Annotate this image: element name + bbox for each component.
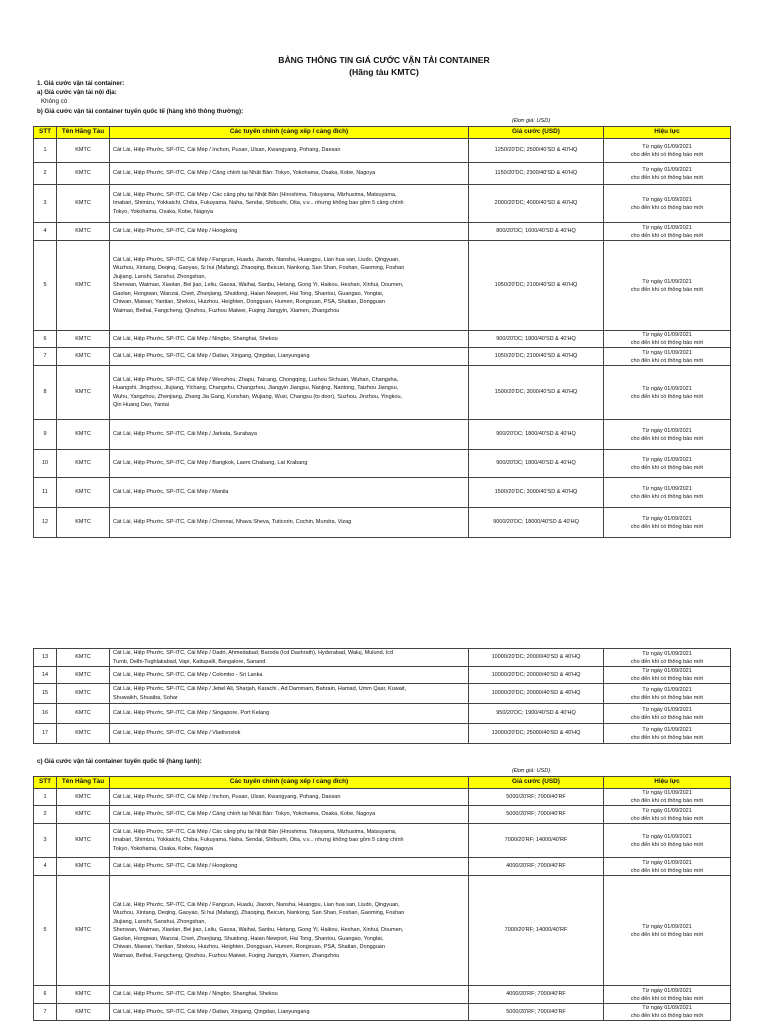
row-carrier: KMTC: [57, 649, 110, 667]
row-validity: Từ ngày 01/09/2021 cho đến khi có thông báo mới: [604, 508, 731, 538]
row-route: Cát Lái, Hiệp Phước, SP-ITC, Cái Mép / Các cảng phụ tại Nhật Bản (Hiroshima, Tokuyama, Mizhusima, Matsuyama, Imabari, Shimizu, Yokkaichi, Chiba, Fukuyama, Naha, Sendai, Shibushi, Oita, v.v... nhưng không bao gồm 5 cảng chính Tokyo, Yokohama, Osaka, Kobe, Nagoya: [110, 824, 469, 858]
row-stt: 7: [34, 1004, 57, 1021]
row-route: Cát Lái, Hiệp Phước, SP-ITC, Cái Mép / Singapore, Port Kelang: [110, 704, 469, 724]
row-stt: 1: [34, 789, 57, 806]
table-row: [34, 684, 731, 704]
table-row: [34, 163, 731, 185]
row-price: 5000/20'RF; 7000/40'RF: [469, 1004, 604, 1021]
row-stt: 7: [34, 348, 57, 366]
row-stt: 9: [34, 420, 57, 450]
header-route: Các tuyến chính (cảng xếp / cảng đích): [110, 777, 469, 789]
row-carrier: KMTC: [57, 789, 110, 806]
row-stt: 16: [34, 704, 57, 724]
table-row: [34, 986, 731, 1004]
table-row: [34, 241, 731, 331]
row-carrier: KMTC: [57, 704, 110, 724]
row-stt: 17: [34, 724, 57, 744]
row-validity: Từ ngày 01/09/2021 cho đến khi có thông báo mới: [604, 649, 731, 667]
row-validity: Từ ngày 01/09/2021 cho đến khi có thông báo mới: [604, 724, 731, 744]
row-route: Cát Lái, Hiệp Phước, SP-ITC, Cái Mép / Fangcun, Huadu, Jiaoxin, Nansha, Huangpu, Lian hua san, Liudo, Qingyuan, Wuzhou, Xintang, Deqing, Gaoyao, Si hui (Mafang), Zhaoqing, Beicun, Nankong, San Shan, Foshan, Gaoming, Foshan Jiujiang, Lanshi, Sanshui, Zhongshan, Shenwan, Waimao, Xiaolan, Bei jiao, Leliu, Gaosa, Waihai, Sanbu, Hetang, Gong Yi, Haikou, Heshan, Xinhui, Doumen, Gaolan, Hongwan, Wanzai, Civet, Zhanjiang, Shuidong, Haian Newport, Hai Tong, Shantou, Guangao, Yongtai, Chiwan, Mawan, Yantian, Shekou, Huizhou, Heighten, Dongguan, Humen, Rongxuan, PSA, Shatian, Dongguan Waimao, Beihai, Fangcheng, Qinzhou, Fuzhou Maiwei, Fuqing Jiangyin, Xiamen, Zhangzhou: [110, 876, 469, 986]
row-route: Cát Lái, Hiệp Phước, SP-ITC, Cái Mép / Bangkok, Laem Chabang, Lat Krabang: [110, 450, 469, 478]
unit-note-reefer: (Đơn giá: USD): [512, 768, 551, 774]
row-validity: Từ ngày 01/09/2021 cho đến khi có thông báo mới: [604, 684, 731, 704]
row-carrier: KMTC: [57, 331, 110, 348]
row-stt: 1: [34, 139, 57, 163]
row-stt: 13: [34, 649, 57, 667]
section-a-heading: a) Giá cước vận tải nội địa:: [37, 89, 117, 96]
row-validity: Từ ngày 01/09/2021 cho đến khi có thông báo mới: [604, 420, 731, 450]
row-validity: Từ ngày 01/09/2021 cho đến khi có thông báo mới: [604, 806, 731, 824]
row-stt: 3: [34, 185, 57, 223]
row-validity: Từ ngày 01/09/2021 cho đến khi có thông báo mới: [604, 1004, 731, 1021]
row-price: 800/20'DC; 1600/40'SD & 40'HQ: [469, 223, 604, 241]
table-row: [34, 649, 731, 667]
row-route: Cát Lái, Hiệp Phước, SP-ITC, Cái Mép / Các cảng phụ tại Nhật Bản (Hiroshima, Tokuyama, Mizhusima, Matsuyama, Imabari, Shimizu, Yokkaichi, Chiba, Fukuyama, Naha, Sendai, Shibushi, Oita, v.v... nhưng không bao gồm 5 cảng chính Tokyo, Yokohama, Osaka, Kobe, Nagoya: [110, 185, 469, 223]
table-row: [34, 1004, 731, 1021]
document-subtitle: (Hãng tàu KMTC): [349, 67, 419, 77]
table-header-row: [34, 777, 731, 789]
row-route: Cát Lái, Hiệp Phước, SP-ITC, Cái Mép / Manila: [110, 478, 469, 508]
header-price: Giá cước (USD): [469, 777, 604, 789]
table-row: [34, 806, 731, 824]
header-carrier: Tên Hãng Tàu: [57, 127, 110, 139]
table-row: [34, 420, 731, 450]
row-route: Cát Lái, Hiệp Phước, SP-ITC, Cái Mép / Cảng chính tại Nhật Bản: Tokyo, Yokohama, Osaka, Kobe, Nagoya: [110, 806, 469, 824]
row-stt: 11: [34, 478, 57, 508]
row-carrier: KMTC: [57, 876, 110, 986]
row-stt: 5: [34, 876, 57, 986]
section-b-heading: b) Giá cước vận tải container tuyến quốc tế (hàng khô thông thường):: [37, 108, 244, 115]
row-carrier: KMTC: [57, 139, 110, 163]
section-1-heading: 1. Giá cước vận tải container:: [37, 80, 125, 87]
row-stt: 2: [34, 806, 57, 824]
table-row: [34, 450, 731, 478]
section-a-value: Không có: [41, 98, 68, 105]
row-stt: 6: [34, 331, 57, 348]
row-stt: 8: [34, 366, 57, 420]
table-row: [34, 348, 731, 366]
row-validity: Từ ngày 01/09/2021 cho đến khi có thông báo mới: [604, 824, 731, 858]
row-price: 2000/20'DC; 4000/40'SD & 40'HQ: [469, 185, 604, 223]
row-validity: Từ ngày 01/09/2021 cho đến khi có thông báo mới: [604, 858, 731, 876]
table-row: [34, 139, 731, 163]
row-route: Cát Lái, Hiệp Phước, SP-ITC, Cái Mép / Hongkong: [110, 223, 469, 241]
table-row: [34, 223, 731, 241]
row-price: 900/20'DC; 1800/40'SD & 40'HQ: [469, 450, 604, 478]
row-price: 1500/20'DC; 3000/40'SD & 40'HQ: [469, 478, 604, 508]
row-stt: 12: [34, 508, 57, 538]
dry-rates-table: [33, 126, 731, 538]
row-price: 7000/20'RF; 14000/40'RF: [469, 824, 604, 858]
row-stt: 2: [34, 163, 57, 185]
row-validity: Từ ngày 01/09/2021 cho đến khi có thông báo mới: [604, 366, 731, 420]
row-route: Cát Lái, Hiệp Phước, SP-ITC, Cái Mép / Dadri, Ahmedabad, Baroda (Icd Dashrath), Hyderabad, Waluj, Mulund, Icd Tumb, Delhi-Tughlakabad, Vapi, Kattupalli, Bangalore, Sanand: [110, 649, 469, 667]
row-carrier: KMTC: [57, 163, 110, 185]
row-price: 9000/20'DC; 18000/40'SD & 40'HQ: [469, 508, 604, 538]
row-stt: 10: [34, 450, 57, 478]
row-stt: 4: [34, 223, 57, 241]
row-price: 7000/20'RF; 14000/40'RF: [469, 876, 604, 986]
row-price: 1500/20'DC; 3000/40'SD & 40'HQ: [469, 366, 604, 420]
row-price: 900/20'DC; 1800/40'SD & 40'HQ: [469, 331, 604, 348]
row-validity: Từ ngày 01/09/2021 cho đến khi có thông báo mới: [604, 986, 731, 1004]
row-price: 1250/20'DC; 2500/40'SD & 40'HQ: [469, 139, 604, 163]
section-c-heading: c) Giá cước vận tải container tuyến quốc tế (hàng lạnh):: [37, 758, 202, 765]
row-validity: Từ ngày 01/09/2021 cho đến khi có thông báo mới: [604, 163, 731, 185]
row-carrier: KMTC: [57, 348, 110, 366]
row-carrier: KMTC: [57, 858, 110, 876]
row-validity: Từ ngày 01/09/2021 cho đến khi có thông báo mới: [604, 789, 731, 806]
row-route: Cát Lái, Hiệp Phước, SP-ITC, Cái Mép / Inchon, Pusan, Ulsan, Kwangyang, Pohang, Daesan: [110, 789, 469, 806]
row-price: 1050/20'DC; 2100/40'SD & 40'HQ: [469, 348, 604, 366]
header-stt: STT: [34, 777, 57, 789]
row-route: Cát Lái, Hiệp Phước, SP-ITC, Cái Mép / Cảng chính tại Nhật Bản: Tokyo, Yokohama, Osaka, Kobe, Nagoya: [110, 163, 469, 185]
row-price: 1150/20'DC; 2300/40'SD & 40'HQ: [469, 163, 604, 185]
row-validity: Từ ngày 01/09/2021 cho đến khi có thông báo mới: [604, 185, 731, 223]
row-price: 1050/20'DC; 2100/40'SD & 40'HQ: [469, 241, 604, 331]
table-row: [34, 508, 731, 538]
row-carrier: KMTC: [57, 478, 110, 508]
table-row: [34, 667, 731, 684]
table-row: [34, 185, 731, 223]
header-route: Các tuyến chính (cảng xếp / cảng đích): [110, 127, 469, 139]
row-price: 13000/20'DC; 25000/40'SD & 40'HQ: [469, 724, 604, 744]
row-stt: 6: [34, 986, 57, 1004]
row-route: Cát Lái, Hiệp Phước, SP-ITC, Cái Mép / Jebel Ali, Sharjah, Karachi , Ad Dammam, Bahrain, Hamad, Umm Qasr, Kuwait, Shuwaikh, Shuaiba, Sohar: [110, 684, 469, 704]
row-stt: 3: [34, 824, 57, 858]
row-route: Cát Lái, Hiệp Phước, SP-ITC, Cái Mép / Chennai, Nhava Sheva, Tuticorin, Cochin, Mundra, Vizag: [110, 508, 469, 538]
row-route: Cát Lái, Hiệp Phước, SP-ITC, Cái Mép / Inchon, Pusan, Ulsan, Kwangyang, Pohang, Daesan: [110, 139, 469, 163]
row-carrier: KMTC: [57, 223, 110, 241]
row-price: 950/20'DC; 1900/40'SD & 40'HQ: [469, 704, 604, 724]
row-carrier: KMTC: [57, 824, 110, 858]
table-row: [34, 704, 731, 724]
row-stt: 15: [34, 684, 57, 704]
row-carrier: KMTC: [57, 986, 110, 1004]
row-carrier: KMTC: [57, 724, 110, 744]
row-carrier: KMTC: [57, 241, 110, 331]
row-price: 900/20'DC; 1800/40'SD & 40'HQ: [469, 420, 604, 450]
row-stt: 5: [34, 241, 57, 331]
row-route: Cát Lái, Hiệp Phước, SP-ITC, Cái Mép / Ningbo, Shanghai, Shekou: [110, 331, 469, 348]
row-carrier: KMTC: [57, 1004, 110, 1021]
header-validity: Hiệu lực: [604, 127, 731, 139]
row-carrier: KMTC: [57, 450, 110, 478]
row-route: Cát Lái, Hiệp Phước, SP-ITC, Cái Mép / Colombo - Sri Lanka: [110, 667, 469, 684]
row-price: 5000/20'RF; 7000/40'RF: [469, 789, 604, 806]
row-route: Cát Lái, Hiệp Phước, SP-ITC, Cái Mép / Dalian, Xingang, Qingdao, Lianyungang: [110, 1004, 469, 1021]
table-row: [34, 876, 731, 986]
row-carrier: KMTC: [57, 508, 110, 538]
table-header-row: [34, 127, 731, 139]
header-stt: STT: [34, 127, 57, 139]
header-validity: Hiệu lực: [604, 777, 731, 789]
row-stt: 4: [34, 858, 57, 876]
row-price: 10000/20'DC; 20000/40'SD & 40'HQ: [469, 667, 604, 684]
row-validity: Từ ngày 01/09/2021 cho đến khi có thông báo mới: [604, 223, 731, 241]
row-route: Cát Lái, Hiệp Phước, SP-ITC, Cái Mép / Ningbo, Shanghai, Shekou: [110, 986, 469, 1004]
reefer-rates-table: [33, 776, 731, 1021]
row-stt: 14: [34, 667, 57, 684]
header-carrier: Tên Hãng Tàu: [57, 777, 110, 789]
row-route: Cát Lái, Hiệp Phước, SP-ITC, Cái Mép / Jarkata, Surabaya: [110, 420, 469, 450]
document-title: BẢNG THÔNG TIN GIÁ CƯỚC VẬN TẢI CONTAINER: [278, 55, 490, 65]
row-carrier: KMTC: [57, 806, 110, 824]
row-carrier: KMTC: [57, 667, 110, 684]
table-row: [34, 366, 731, 420]
table-row: [34, 789, 731, 806]
row-price: 10000/20'DC; 20000/40'SD & 40'HQ: [469, 684, 604, 704]
header-price: Giá cước (USD): [469, 127, 604, 139]
row-price: 10000/20'DC; 20000/40'SD & 40'HQ: [469, 649, 604, 667]
unit-note-dry: (Đơn giá: USD): [512, 118, 551, 124]
row-price: 4000/20'RF; 7000/40'RF: [469, 986, 604, 1004]
table-row: [34, 824, 731, 858]
row-validity: Từ ngày 01/09/2021 cho đến khi có thông báo mới: [604, 450, 731, 478]
table-row: [34, 331, 731, 348]
row-carrier: KMTC: [57, 366, 110, 420]
row-price: 4000/20'RF; 7000/40'RF: [469, 858, 604, 876]
row-validity: Từ ngày 01/09/2021 cho đến khi có thông báo mới: [604, 876, 731, 986]
dry-rates-table-continued: [33, 648, 731, 744]
row-validity: Từ ngày 01/09/2021 cho đến khi có thông báo mới: [604, 478, 731, 508]
row-carrier: KMTC: [57, 185, 110, 223]
row-validity: Từ ngày 01/09/2021 cho đến khi có thông báo mới: [604, 331, 731, 348]
row-route: Cát Lái, Hiệp Phước, SP-ITC, Cái Mép / Dalian, Xingang, Qingdao, Lianyungang: [110, 348, 469, 366]
row-route: Cát Lái, Hiệp Phước, SP-ITC, Cái Mép / Vladivostok: [110, 724, 469, 744]
row-route: Cát Lái, Hiệp Phước, SP-ITC, Cái Mép / Fangcun, Huadu, Jiaoxin, Nansha, Huangpu, Lian hua san, Liudo, Qingyuan, Wuzhou, Xintang, Deqing, Gaoyao, Si hui (Mafang), Zhaoqing, Beicun, Nankong, San Shan, Foshan, Gaoming, Foshan Jiujiang, Lanshi, Sanshui, Zhongshan, Shenwan, Waimao, Xiaolan, Bei jiao, Leliu, Gaosa, Waihai, Sanbu, Hetang, Gong Yi, Haikou, Heshan, Xinhui, Doumen, Gaolan, Hongwan, Wanzai, Civet, Zhanjiang, Shuidong, Haian Newport, Hai Tong, Shantou, Guangao, Yongtai, Chiwan, Mawan, Yantian, Shekou, Huizhou, Heighten, Dongguan, Humen, Rongxuan, PSA, Shatian, Dongguan Waimao, Beihai, Fangcheng, Qinzhou, Fuzhou Maiwei, Fuqing Jiangyin, Xiamen, Zhangzhou: [110, 241, 469, 331]
table-row: [34, 478, 731, 508]
row-validity: Từ ngày 01/09/2021 cho đến khi có thông báo mới: [604, 139, 731, 163]
row-carrier: KMTC: [57, 684, 110, 704]
row-validity: Từ ngày 01/09/2021 cho đến khi có thông báo mới: [604, 704, 731, 724]
table-row: [34, 858, 731, 876]
row-validity: Từ ngày 01/09/2021 cho đến khi có thông báo mới: [604, 241, 731, 331]
row-carrier: KMTC: [57, 420, 110, 450]
row-route: Cát Lái, Hiệp Phước, SP-ITC, Cái Mép / Hongkong: [110, 858, 469, 876]
table-row: [34, 724, 731, 744]
row-price: 5000/20'RF; 7000/40'RF: [469, 806, 604, 824]
row-validity: Từ ngày 01/09/2021 cho đến khi có thông báo mới: [604, 667, 731, 684]
row-route: Cát Lái, Hiệp Phước, SP-ITC, Cái Mép / Wenzhou, Zhapu, Taicang, Chongqing, Luzhou Sichuan, Wuhan, Changsha, Huangshi, Jingzhou, Jiujiang, Yichang, Changshu, Changzhou, Jiangyin Jiangsu, Nanjing, Nantong, Taizhou Jiangsu, Wuhu, Yangzhou, Zhenjiang, Zhang Jia Gang, Kunshan, Wujiang, Wuxi, Changsu (to door), Suzhou, Jinzhou, Yingkou, Qin Huang Dao, Yantai: [110, 366, 469, 420]
row-validity: Từ ngày 01/09/2021 cho đến khi có thông báo mới: [604, 348, 731, 366]
